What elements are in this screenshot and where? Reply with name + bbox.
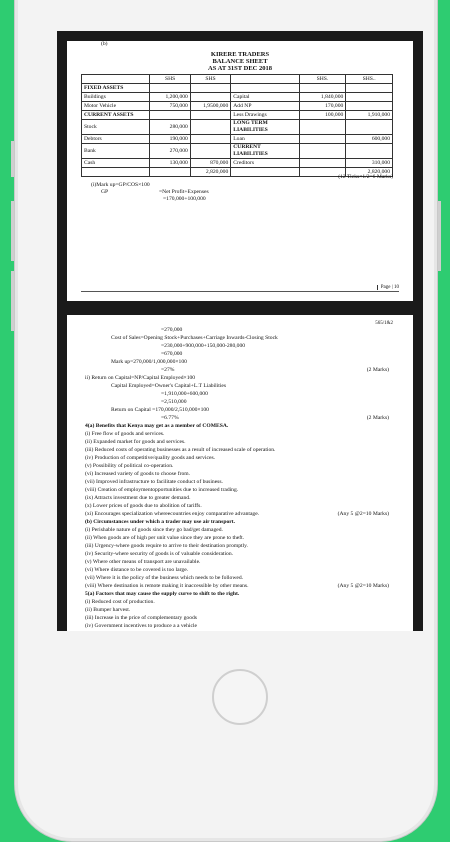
markup-heading: (i)Mark up=GP/COS×100 (91, 182, 150, 188)
answer-line: (vii) Where it is the policy of the business which needs to be followed. (85, 575, 244, 581)
answer-line: (vii) Improved infrastructure to facilitate conduct of business. (85, 479, 223, 485)
table-cell: 2,820,000 (346, 168, 393, 177)
volume-down-button (11, 271, 14, 331)
answer-line: (iv) Production of competitive/quality goods and services. (85, 455, 216, 461)
table-cell: LONG TERM LIABILITIES (231, 120, 299, 135)
table-cell: Cash (82, 159, 150, 168)
answer-line: (b) Circumstances under which a trader may use air transport. (85, 519, 235, 525)
answer-line: (viii) Where destination is remote making it inaccessible by other means. (85, 583, 249, 589)
balance-sheet-table (81, 74, 393, 177)
table-cell (346, 93, 393, 102)
table-cell (190, 135, 230, 144)
page-footer-line (81, 291, 399, 292)
table-cell: CURRENT ASSETS (82, 111, 150, 120)
volume-up-button (11, 201, 14, 261)
document-viewer[interactable] (57, 31, 423, 631)
answer-line: 4(a) Benefits that Kenya may get as a member of COMESA. (85, 423, 229, 429)
answer-line: (ii) Bumper harvest. (85, 607, 131, 613)
table-cell (150, 84, 190, 93)
power-button (438, 201, 441, 271)
document-page (67, 41, 413, 301)
table-cell: 750,000 (150, 102, 190, 111)
marks-note: (2 Marks) (366, 367, 389, 373)
table-cell: Capital (231, 93, 299, 102)
answer-line: =270,000 (161, 327, 183, 333)
answer-line: (iii) Reduced costs of operating businesses as a result of increased scale of operation. (85, 447, 276, 453)
answer-line: (ix) Attracts investment due to greater demand. (85, 495, 191, 501)
table-cell: SHS.. (346, 75, 393, 84)
table-cell: Buildings (82, 93, 150, 102)
gp-label: GP (101, 189, 109, 195)
paper-code: 565/1&2 (375, 321, 393, 326)
answer-line: (iv) Security-where security of goods is of valuable consideration. (85, 551, 234, 557)
table-cell (190, 144, 230, 159)
answer-line: Capital Employed=Owner's Capital+L.T Liabilities (111, 383, 227, 389)
table-cell: 270,000 (150, 144, 190, 159)
answer-line: (vi) Where distance to be covered is too large. (85, 567, 189, 573)
table-row (82, 102, 393, 111)
sheet-date: AS AT 31ST DEC 2018 (208, 65, 272, 72)
answer-line: (v) Where other means of transport are unavailable. (85, 559, 201, 565)
table-cell: 100,000 (299, 111, 346, 120)
table-cell: FIXED ASSETS (82, 84, 150, 93)
table-cell: SHS (150, 75, 190, 84)
table-cell (82, 168, 150, 177)
answer-line: =2,510,000 (161, 399, 187, 405)
table-row (82, 111, 393, 120)
marks-note: (2 Marks) (366, 415, 389, 421)
table-cell (190, 120, 230, 135)
table-cell: 1,200,000 (150, 93, 190, 102)
table-cell (346, 102, 393, 111)
answer-line: Mark up=270,000/1,000,000×100 (111, 359, 187, 365)
table-cell: 310,000 (346, 159, 393, 168)
answer-line: (ii) Expanded market for goods and services. (85, 439, 186, 445)
table-cell (299, 84, 346, 93)
table-cell: Creditors (231, 159, 299, 168)
table-cell: Debtors (82, 135, 150, 144)
document-page (67, 315, 413, 631)
mute-switch (11, 141, 14, 177)
table-cell (150, 111, 190, 120)
table-cell (299, 144, 346, 159)
table-cell (190, 111, 230, 120)
corner-label: (b) (101, 41, 108, 47)
table-cell: 2,820,000 (190, 168, 230, 177)
table-cell: Add NP (231, 102, 299, 111)
table-cell: 130,000 (150, 159, 190, 168)
table-cell: CURRENT LIABILITIES (231, 144, 299, 159)
answer-line: ii) Return on Capital=NP/Capital Employed×100 (85, 375, 196, 381)
table-cell: 1,910,000 (346, 111, 393, 120)
table-cell: 1,9500,000 (190, 102, 230, 111)
table-cell (299, 159, 346, 168)
answer-line: =6.77% (161, 415, 179, 421)
company-name: KIRERE TRADERS (210, 51, 270, 58)
answer-line: (ii) When goods are of high per unit value since they are prone to theft. (85, 535, 245, 541)
table-cell (82, 75, 150, 84)
table-cell (299, 135, 346, 144)
answer-line: (xi) Encourages specialization whereecountries enjoy comparative advantage. (85, 511, 260, 517)
page-number: Page | 10 (377, 285, 399, 290)
gp-formula: =Net Profit+Expenses (159, 189, 209, 195)
table-cell (190, 93, 230, 102)
table-cell: SHS. (299, 75, 346, 84)
table-cell: Motor Vehicle (82, 102, 150, 111)
answer-line: (iv) Government incentives to produce a a vehicle (85, 623, 197, 629)
table-row (82, 120, 393, 135)
table-cell (231, 75, 299, 84)
table-cell (299, 120, 346, 135)
answer-line: (iii) Urgency-where goods require to arrive to their destination promptly. (85, 543, 248, 549)
table-row (82, 159, 393, 168)
sheet-title: BALANCE SHEET (212, 58, 268, 65)
answer-line: =230,000+900,000+150,000-280,000 (161, 343, 246, 349)
gp-calc: =170,000+100,000 (163, 196, 206, 202)
answer-line: 5(a) Factors that may cause the supply curve to shift to the right. (85, 591, 240, 597)
answer-line: (x) Lower prices of goods due to abolition of tariffs. (85, 503, 202, 509)
table-cell: 190,000 (150, 135, 190, 144)
table-cell (190, 84, 230, 93)
answer-line: =27% (161, 367, 175, 373)
answer-line: (i) Free flow of goods and services. (85, 431, 165, 437)
ticks-note: (12 Ticks×1/2=6 Marks) (338, 174, 393, 180)
table-cell (346, 144, 393, 159)
table-row (82, 75, 393, 84)
table-cell: Stock (82, 120, 150, 135)
table-row (82, 84, 393, 93)
table-cell: Less Drawings (231, 111, 299, 120)
answer-line: =1,910,000+600,000 (161, 391, 208, 397)
answer-line: (v) Possibility of political co-operation. (85, 463, 174, 469)
table-cell: 280,000 (150, 120, 190, 135)
marks-note: (Any 5 @2=10 Marks) (337, 583, 389, 589)
table-row (82, 144, 393, 159)
table-cell: 600,000 (346, 135, 393, 144)
table-cell: SHS (190, 75, 230, 84)
table-cell (231, 84, 299, 93)
table-cell: Bank (82, 144, 150, 159)
home-button[interactable] (212, 669, 268, 725)
answer-line: (viii) Creation of employmentopportunities due to increased trading. (85, 487, 239, 493)
table-row (82, 93, 393, 102)
phone-frame (14, 0, 438, 842)
table-cell: 1,840,000 (299, 93, 346, 102)
table-cell: Loan (231, 135, 299, 144)
table-cell (150, 168, 190, 177)
table-cell (231, 168, 299, 177)
table-cell (346, 84, 393, 93)
answer-line: Return on Capital =170,000/2,510,000×100 (111, 407, 209, 413)
table-cell: 870,000 (190, 159, 230, 168)
table-cell: 170,000 (299, 102, 346, 111)
answer-line: Cost of Sales=Opening Stock+Purchases+Carriage Inwards-Closing Stock (111, 335, 278, 341)
marks-note: (Any 5 @2=10 Marks) (337, 511, 389, 517)
table-cell (346, 120, 393, 135)
answer-line: (i) Reduced cost of production. (85, 599, 155, 605)
table-row (82, 135, 393, 144)
answer-line: (i) Perishable nature of goods since they go bad/get damaged. (85, 527, 223, 533)
answer-line: =670,000 (161, 351, 183, 357)
answer-line: (vi) Increased variety of goods to choose from. (85, 471, 191, 477)
answer-line: (iii) Increase in the price of complementary goods (85, 615, 197, 621)
